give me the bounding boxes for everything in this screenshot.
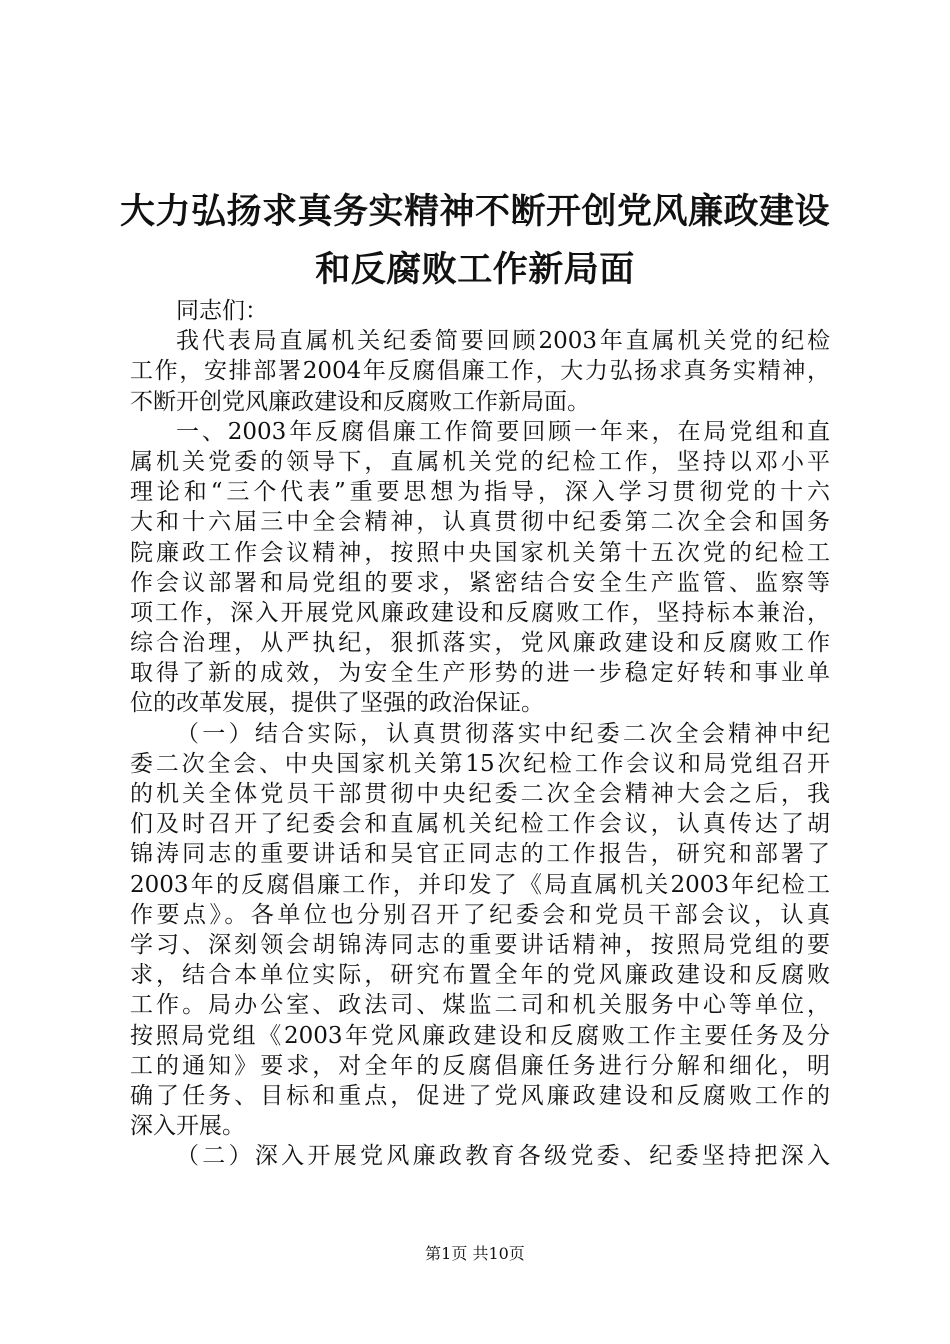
body-text-line: 一、2003年反腐倡廉工作简要回顾一年来，在局党组和直 xyxy=(176,418,830,445)
body-text-line: 确了任务、目标和重点，促进了党风廉政建设和反腐败工作的 xyxy=(130,1082,830,1109)
body-text-line: （二）深入开展党风廉政教育各级党委、纪委坚持把深入 xyxy=(176,1143,830,1170)
body-text-line: 的机关全体党员干部贯彻中央纪委二次全会精神大会之后，我 xyxy=(130,781,830,807)
body-text-line: 大和十六届三中全会精神，认真贯彻中纪委第二次全会和国务 xyxy=(130,509,830,536)
body-text-line: 作会议部署和局党组的要求，紧密结合安全生产监管、监察等 xyxy=(130,569,830,596)
body-text-line: 学习、深刻领会胡锦涛同志的重要讲话精神，按照局党组的要 xyxy=(130,931,830,958)
body-text-line: 同志们： xyxy=(176,298,268,324)
body-text-line: 理论和“三个代表”重要思想为指导，深入学习贯彻党的十六 xyxy=(130,479,830,506)
body-text-line: 属机关党委的领导下，直属机关党的纪检工作，坚持以邓小平 xyxy=(130,448,830,475)
body-text-line: 委二次全会、中央国家机关第15次纪检工作会议和局党组召开 xyxy=(130,750,830,777)
body-text-line: 工作，安排部署2004年反腐倡廉工作，大力弘扬求真务实精神， xyxy=(130,358,830,385)
body-text-line: 工的通知》要求，对全年的反腐倡廉任务进行分解和细化，明 xyxy=(130,1052,830,1079)
body-text-line: 项工作，深入开展党风廉政建设和反腐败工作，坚持标本兼治， xyxy=(130,599,830,626)
body-text-line: 作要点》。各单位也分别召开了纪委会和党员干部会议，认真 xyxy=(130,901,830,928)
body-text-line: 我代表局直属机关纪委简要回顾2003年直属机关党的纪检 xyxy=(176,328,830,355)
body-text-line: 求，结合本单位实际，研究布置全年的党风廉政建设和反腐败 xyxy=(130,962,830,989)
page-footer: 第1页 共10页 xyxy=(425,1244,525,1263)
body-text-line: 2003年的反腐倡廉工作，并印发了《局直属机关2003年纪检工 xyxy=(130,871,830,898)
body-text-line: 取得了新的成效，为安全生产形势的进一步稳定好转和事业单 xyxy=(130,660,830,687)
body-text-line: 们及时召开了纪委会和直属机关纪检工作会议，认真传达了胡 xyxy=(130,811,830,838)
body-text-line: 院廉政工作会议精神，按照中央国家机关第十五次党的纪检工 xyxy=(130,539,830,566)
document-body xyxy=(130,296,830,1171)
body-text-line: 综合治理，从严执纪，狠抓落实，党风廉政建设和反腐败工作 xyxy=(130,630,830,657)
body-text-line: 工作。局办公室、政法司、煤监二司和机关服务中心等单位， xyxy=(130,992,830,1019)
document-title-line-2: 和反腐败工作新局面 xyxy=(315,250,635,290)
body-text-line: 不断开创党风廉政建设和反腐败工作新局面。 xyxy=(130,388,590,415)
body-text-line: 位的改革发展，提供了坚强的政治保证。 xyxy=(130,690,544,717)
body-text-line: （一）结合实际，认真贯彻落实中纪委二次全会精神中纪 xyxy=(176,720,830,747)
body-text-line: 锦涛同志的重要讲话和吴官正同志的工作报告，研究和部署了 xyxy=(130,841,830,868)
body-text-line: 按照局党组《2003年党风廉政建设和反腐败工作主要任务及分 xyxy=(130,1022,830,1049)
document-title-line-1: 大力弘扬求真务实精神不断开创党风廉政建设 xyxy=(119,192,830,232)
body-text-line: 深入开展。 xyxy=(130,1113,245,1140)
